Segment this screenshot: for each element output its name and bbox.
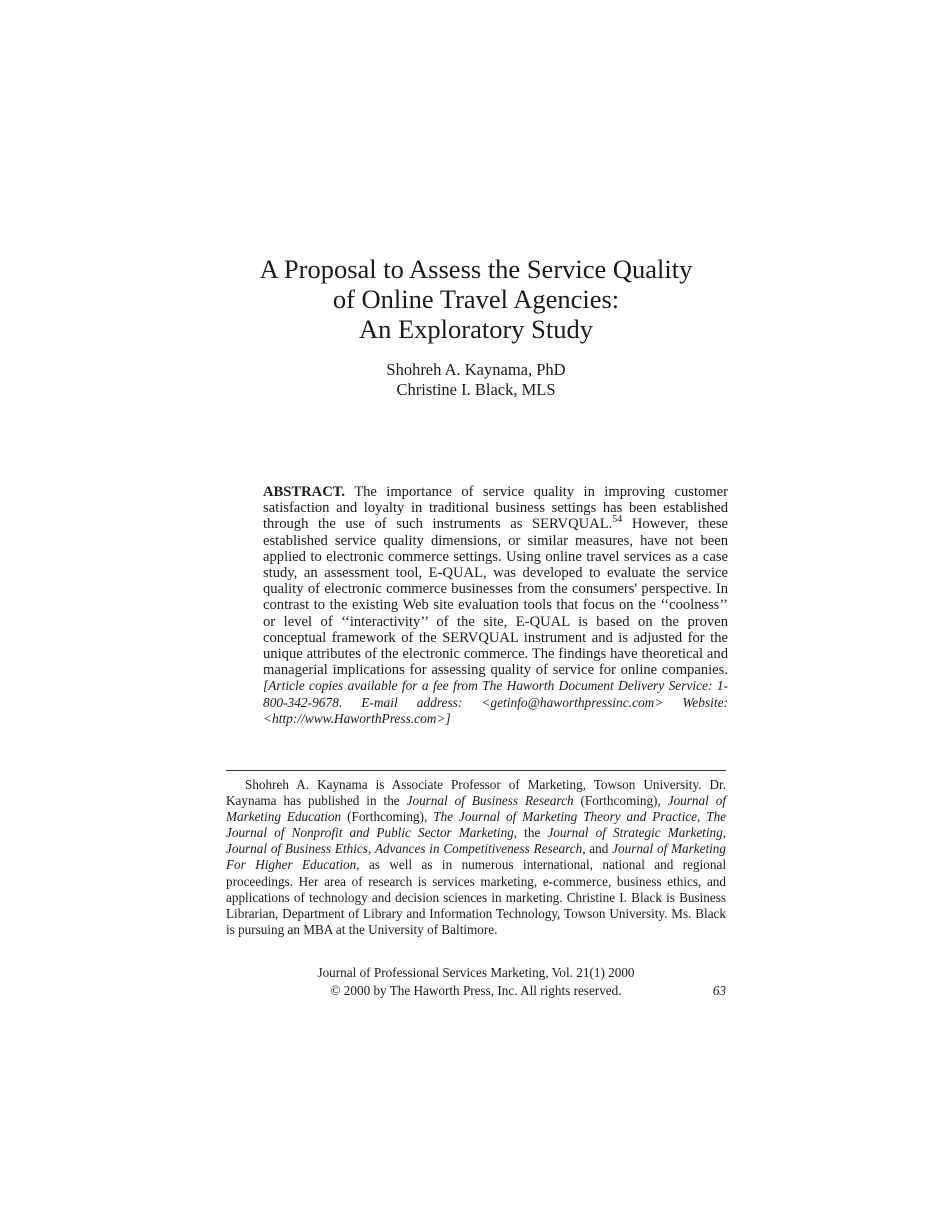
footnote-text: , the xyxy=(513,825,548,841)
article-title xyxy=(226,254,726,344)
copyright-text: © 2000 by The Haworth Press, Inc. All rights reserved. xyxy=(330,983,622,998)
footnote-text: , xyxy=(722,825,726,841)
document-delivery-notice: [Article copies available for a fee from The Haworth Document Delivery Service: 1-800-342-9678. E-mail address: <getinfo@haworthpressinc.com> Website: <http://www.HaworthPress.com>] xyxy=(263,678,728,726)
reference-superscript: 54 xyxy=(612,514,623,526)
title-line-2: of Online Travel Agencies: xyxy=(332,284,620,314)
abstract xyxy=(263,484,728,727)
journal-name: Journal of Business Ethics xyxy=(226,841,368,857)
journal-name: The Journal of Marketing Theory and Practice xyxy=(433,809,697,825)
journal-name: Journal of Business Research xyxy=(406,793,574,809)
journal-name: The Journal of Nonprofit and Public Sector Marketing xyxy=(226,809,727,841)
journal-citation: Journal of Professional Services Marketing, Vol. 21(1) 2000 xyxy=(317,965,635,980)
author-1: Shohreh A. Kaynama, PhD xyxy=(386,360,566,379)
author-list xyxy=(226,360,726,400)
copyright-line xyxy=(226,982,726,1000)
journal-name: Advances in Competitiveness Research xyxy=(374,841,583,857)
journal-info xyxy=(226,964,726,1000)
author-footnote xyxy=(226,777,726,938)
abstract-text-continued: However, these established service quality dimensions, or similar measures, have not been applied to electronic commerce settings. Using online travel services as a case study, an assessment tool, E-QUAL, was developed to evaluate the service quality of electronic commerce businesses from the consumers' perspective. In contrast to the existing Web site evaluation tools that focus on the ‘‘coolness’’ or level of ‘‘interactivity’’ of the site, E-QUAL is based on the proven conceptual framework of the SERVQUAL instrument and is adjusted for the unique attributes of the electronic commerce. The findings have theoretical and managerial implications for assessing quality of service for online companies. xyxy=(263,516,728,679)
page-number: 63 xyxy=(712,983,726,998)
abstract-label: ABSTRACT. xyxy=(263,484,346,500)
footnote-text: , and xyxy=(582,841,613,857)
footnote-text: Shohreh A. Kaynama is Associate Professor of Marketing, Towson University. Dr. Kaynama has published in the xyxy=(226,777,726,809)
footnote-text: (Forthcoming), xyxy=(341,809,434,825)
footnote-divider xyxy=(226,770,726,771)
journal-name: Journal of Marketing Education xyxy=(226,793,726,825)
abstract-text: The importance of service quality in improving customer satisfaction and loyalty in traditional business settings has been established through the use of such instruments as SERVQUAL. xyxy=(263,484,728,533)
journal-name: Journal of Strategic Marketing xyxy=(547,825,723,841)
footnote-text: , xyxy=(367,841,375,857)
footnote-text: , xyxy=(696,809,707,825)
author-2: Christine I. Black, MLS xyxy=(396,380,556,399)
title-line-1: A Proposal to Assess the Service Quality xyxy=(259,254,693,284)
journal-name: Journal of Marketing For Higher Education xyxy=(226,841,726,873)
footnote-text: (Forthcoming), xyxy=(573,793,668,809)
footnote-text: , as well as in numerous international, national and regional proceedings. Her area of research is services marketing, e-commerce, business ethics, and applications of technology and decision sciences in marketing. Christine I. Black is Business Librarian, Department of Library and Information Technology, Towson University. Ms. Black is pursuing an MBA at the University of Baltimore. xyxy=(226,857,726,937)
title-line-3: An Exploratory Study xyxy=(358,314,594,344)
